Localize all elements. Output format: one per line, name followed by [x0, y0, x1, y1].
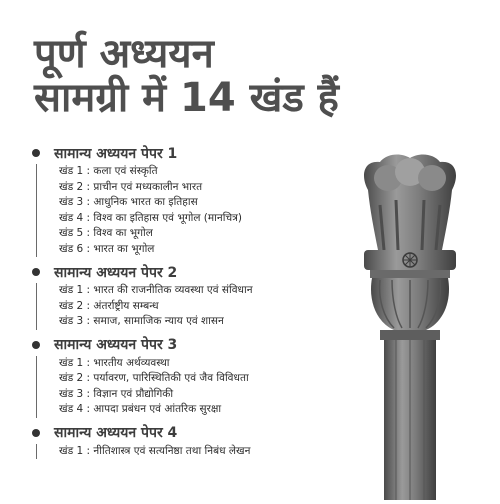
section-paper-4 — [28, 422, 358, 460]
list-item: खंड 5 : विश्व का भूगोल — [59, 227, 153, 239]
list-item: खंड 1 : भारतीय अर्थव्यवस्था — [59, 356, 170, 369]
list-item: खंड 1 : कला एवं संस्कृति — [59, 165, 158, 177]
list-item: खंड 1 : नीतिशास्त्र एवं सत्यनिष्ठा तथा निबंध लेखन — [59, 444, 251, 457]
section-title: सामान्य अध्ययन पेपर 1 — [54, 145, 178, 162]
headline — [34, 32, 339, 120]
bullet-icon — [32, 149, 40, 157]
headline-line-1: पूर्ण अध्ययन — [34, 31, 214, 77]
ashoka-pillar-illustration — [350, 150, 470, 500]
section-heading — [28, 261, 358, 283]
section-heading — [28, 142, 358, 164]
section-items — [36, 283, 358, 330]
section-heading — [28, 334, 358, 356]
section-items — [36, 164, 358, 257]
list-item: खंड 3 : आधुनिक भारत का इतिहास — [59, 196, 198, 208]
section-heading — [28, 422, 358, 444]
bullet-icon — [32, 429, 40, 437]
bullet-icon — [32, 268, 40, 276]
list-item: खंड 3 : समाज, सामाजिक न्याय एवं शासन — [59, 315, 224, 327]
list-item: खंड 2 : पर्यावरण, पारिस्थितिकी एवं जैव विविधता — [59, 372, 249, 384]
list-item: खंड 4 : आपदा प्रबंधन एवं आंतरिक सुरक्षा — [59, 403, 222, 415]
list-item: खंड 2 : प्राचीन एवं मध्यकालीन भारत — [59, 180, 203, 193]
contents-outline — [28, 142, 358, 463]
section-paper-1 — [28, 142, 358, 257]
list-item: खंड 2 : अंतर्राष्ट्रीय सम्बन्ध — [59, 299, 159, 312]
section-items — [36, 356, 358, 418]
list-item: खंड 3 : विज्ञान एवं प्रौद्योगिकी — [59, 387, 174, 400]
bullet-icon — [32, 341, 40, 349]
section-paper-3 — [28, 334, 358, 418]
list-item: खंड 6 : भारत का भूगोल — [59, 242, 155, 255]
section-items — [36, 444, 358, 460]
section-title: सामान्य अध्ययन पेपर 3 — [54, 337, 178, 353]
headline-line-2: सामग्री में 14 खंड हैं — [34, 75, 339, 121]
list-item: खंड 1 : भारत की राजनीतिक व्यवस्था एवं संविधान — [59, 284, 253, 296]
section-paper-2 — [28, 261, 358, 330]
section-title: सामान्य अध्ययन पेपर 4 — [54, 425, 178, 441]
section-title: सामान्य अध्ययन पेपर 2 — [54, 264, 178, 281]
pillar-icon — [350, 150, 470, 500]
list-item: खंड 4 : विश्व का इतिहास एवं भूगोल (मानचित्र) — [59, 211, 242, 224]
